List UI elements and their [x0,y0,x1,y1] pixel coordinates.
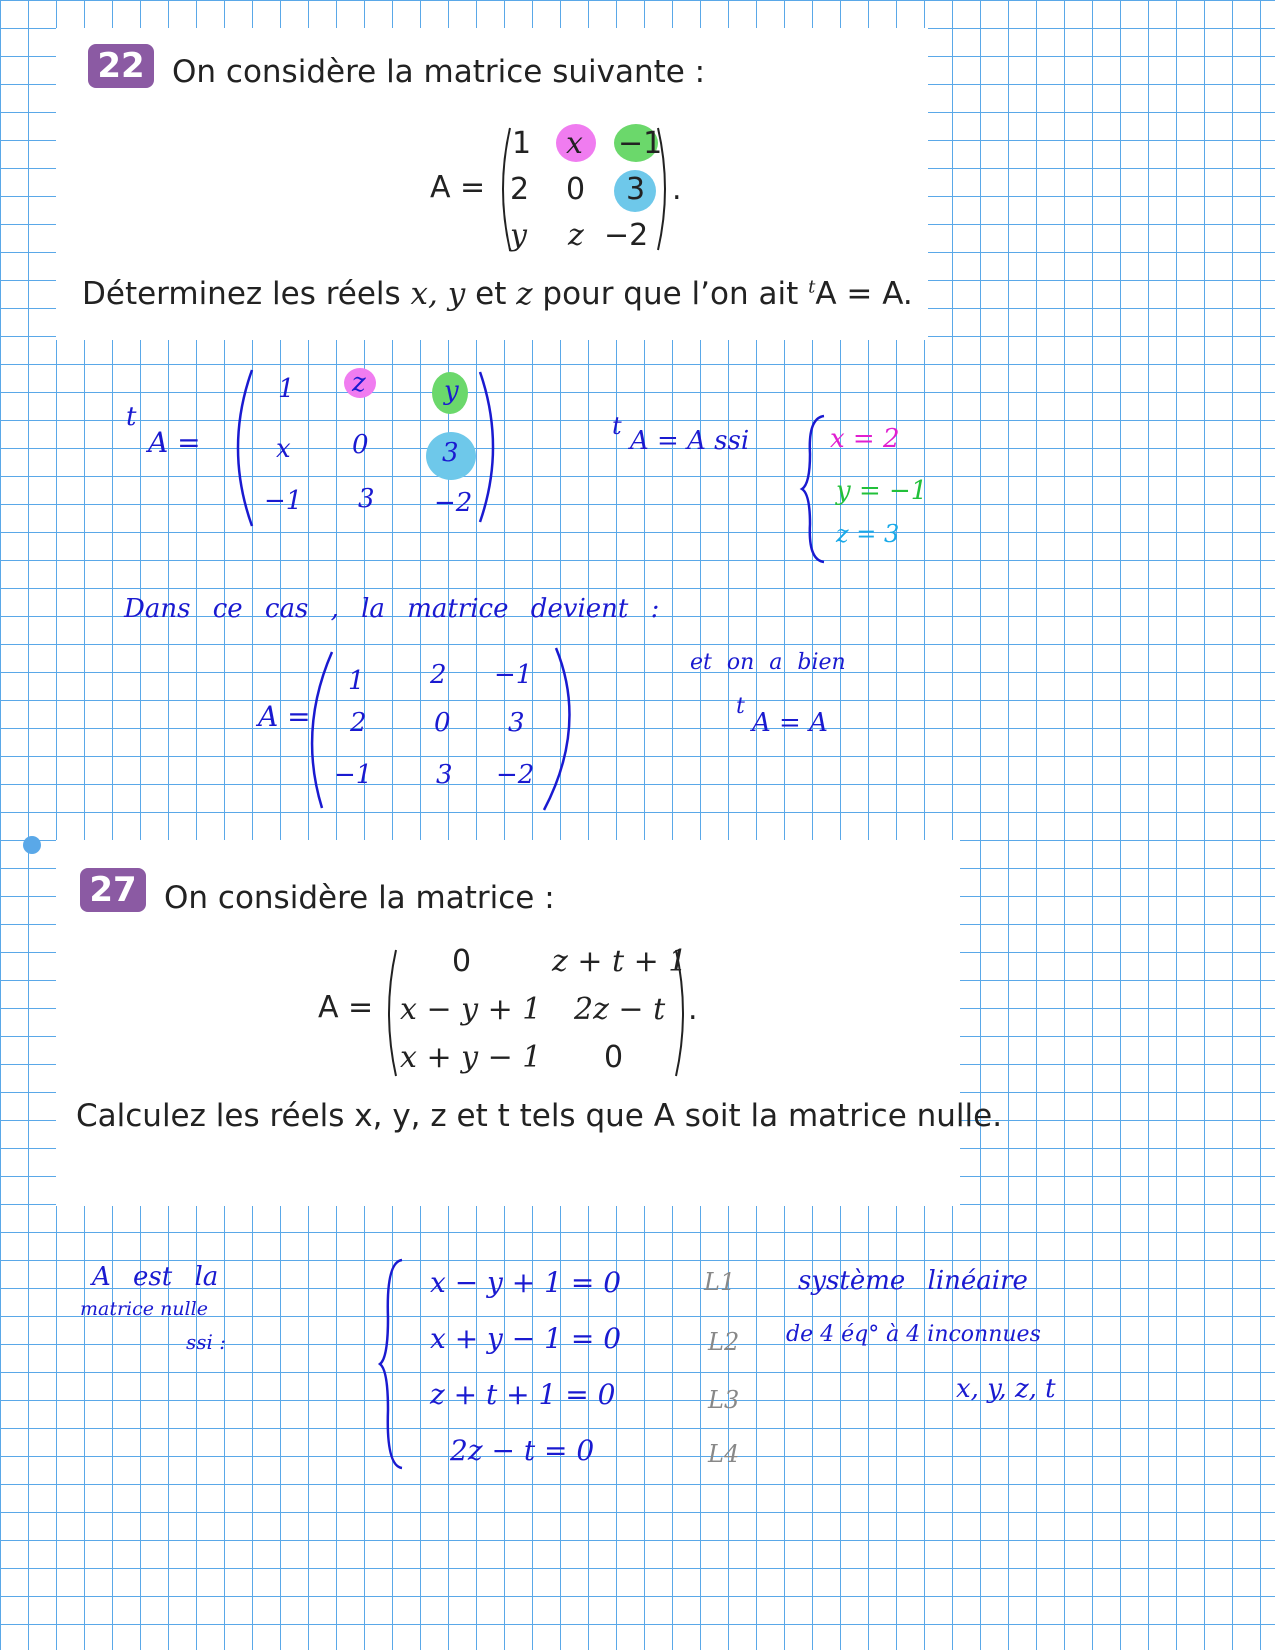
sol22-t-cell-1-1: 0 [352,430,369,460]
exercise-27-matrix-left-paren [380,946,400,1080]
sol22-f-cell-1-1: 0 [434,708,451,738]
ex27-matrix-period: . [688,992,698,1027]
sol22-t-cell-0-0: 1 [278,374,295,404]
sol27-intro-line3: ssi : [186,1330,227,1354]
ex22-cell-0-1: x [566,126,583,161]
sol22-transpose-sup: t [126,402,137,432]
ex27-cell-0-0: 0 [452,944,472,979]
sol22-conclusion: Dans ce cas , la matrice devient : [124,594,660,624]
q22-eq: A = A. [815,276,913,312]
sol27-eq-1: x − y + 1 = 0 [430,1266,622,1299]
ex27-cell-1-1: 2z − t [574,992,666,1027]
ex22-cell-2-1: z [568,218,584,253]
sol22-t-cell-2-0: −1 [264,486,303,516]
sol22-f-cell-2-1: 3 [436,760,453,790]
ex22-cell-1-0: 2 [510,172,530,207]
sol27-note-line2: de 4 éq° à 4 inconnues [786,1322,1041,1347]
exercise-27-matrix-label: A = [318,990,374,1025]
sol22-f-cell-0-2: −1 [494,660,533,690]
ex22-cell-1-1: 0 [566,172,586,207]
exercise-27-question: Calculez les réels x, y, z et t tels que A soit la matrice nulle. [76,1098,1003,1134]
q22-prefix: Déterminez les réels [82,276,411,312]
exercise-22-badge: 22 [88,44,154,88]
sol27-intro-line2: matrice nulle [80,1298,208,1320]
q22-transpose-sup: t [808,276,816,298]
sol27-label-4: L4 [708,1440,740,1468]
sol27-eq-3: z + t + 1 = 0 [430,1378,616,1411]
sol27-label-3: L3 [708,1386,740,1414]
dot-marker [23,836,41,854]
ex22-cell-2-2: −2 [604,218,649,253]
sol22-f-cell-0-1: 2 [430,660,447,690]
sol22-system-z: z = 3 [836,520,900,548]
sol22-transpose-label: A = [148,426,201,459]
ex27-cell-2-0: x + y − 1 [400,1040,542,1075]
ex27-cell-0-1: z + t + 1 [552,944,688,979]
sol22-transpose-right-paren [476,370,506,524]
sol22-final-left-paren [304,650,334,810]
exercise-22-question [82,276,913,312]
sol22-system-brace [800,414,830,564]
q22-vars: x, y [410,276,466,312]
sol22-f-cell-2-0: −1 [334,760,373,790]
exercise-22-statement: On considère la matrice suivante : [172,54,706,90]
sol22-t-cell-2-2: −2 [434,488,473,518]
ex22-cell-1-2: 3 [626,172,646,207]
exercise-27-badge: 27 [80,868,146,912]
sol22-system-y: y = −1 [836,476,928,506]
sol22-condition: A = A ssi [630,426,750,456]
sol22-f-cell-2-2: −2 [496,760,535,790]
sol22-f-cell-0-0: 1 [348,666,365,696]
sol27-system-brace [378,1258,408,1470]
exercise-27-statement: On considère la matrice : [164,880,555,916]
sol22-final-right-paren [540,646,580,812]
sol27-intro-line1: A est la [92,1262,219,1292]
sol27-eq-4: 2z − t = 0 [450,1434,595,1467]
sol22-transpose-left-paren [228,368,258,528]
sol22-t-cell-2-1: 3 [358,484,375,514]
sol27-note-line3: x, y, z, t [956,1374,1056,1404]
sol22-t-cell-1-0: x [276,434,291,464]
sol22-condition-sup: t [612,412,622,440]
sol22-t-cell-1-2: 3 [442,438,459,468]
sol27-label-2: L2 [708,1328,740,1356]
ex27-cell-2-1: 0 [604,1040,624,1075]
exercise-22-matrix-label: A = [430,170,486,205]
ex22-cell-0-2: −1 [618,126,663,161]
ex27-cell-1-0: x − y + 1 [400,992,542,1027]
sol22-note-sup: t [736,694,745,719]
ex22-matrix-period: . [672,172,682,207]
sol22-f-cell-1-0: 2 [350,708,367,738]
ex22-cell-0-0: 1 [512,126,532,161]
sol22-system-x: x = 2 [830,424,900,454]
sol22-final-label: A = [258,700,311,733]
q22-and: et [465,276,517,312]
q22-z: z [516,276,533,312]
sol27-eq-2: x + y − 1 = 0 [430,1322,622,1355]
ex22-cell-2-0: y [510,218,527,253]
sol22-note-line2: A = A [752,708,828,738]
sol22-f-cell-1-2: 3 [508,708,525,738]
sol27-label-1: L1 [704,1268,736,1296]
sol27-note-line1: système linéaire [798,1266,1028,1296]
sol22-t-cell-0-2: y [444,376,459,406]
sol22-note-line1: et on a bien [690,650,846,675]
sol22-t-cell-0-1: z [352,368,366,398]
q22-suffix: pour que l’on ait [532,276,809,312]
